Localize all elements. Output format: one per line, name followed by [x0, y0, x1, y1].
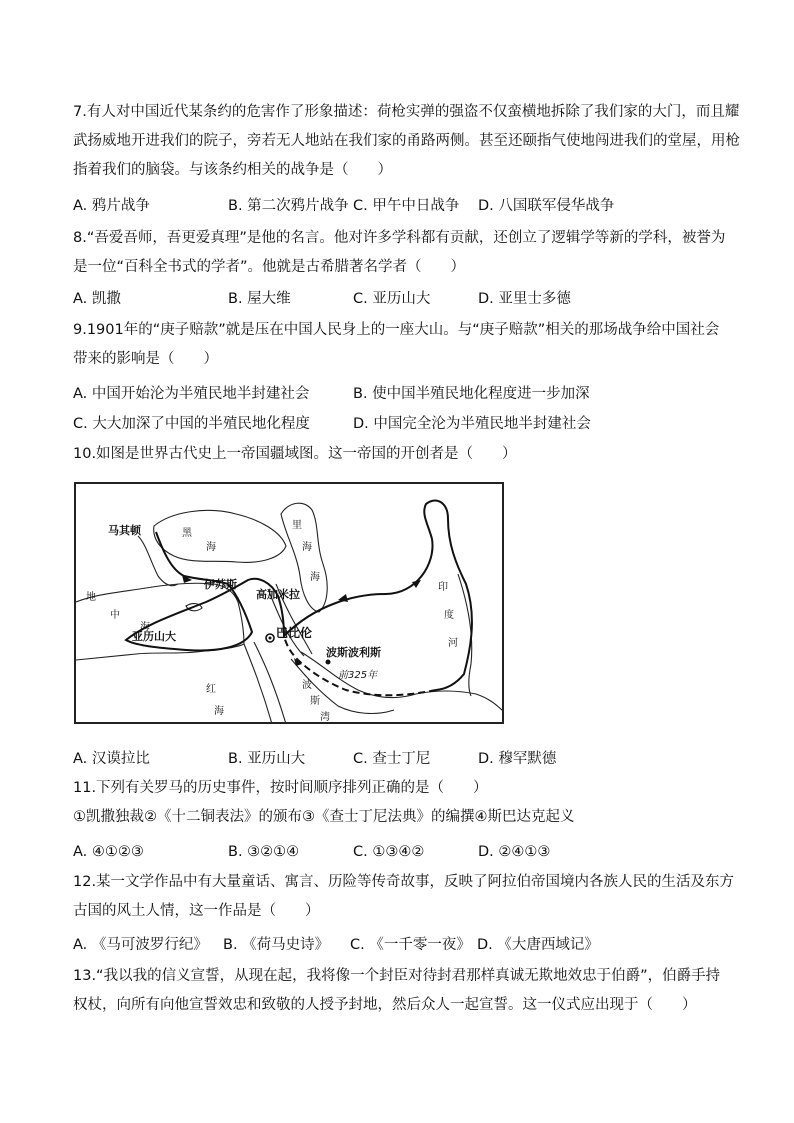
- question-7-line-1: 7.有人对中国近代某条约的危害作了形象描述：荷枪实弹的强盗不仅蛮横地拆除了我们家的大门，而且耀: [73, 104, 740, 120]
- map-label-macedonia: 马其顿: [108, 524, 141, 537]
- map-label-indus-3: 河: [448, 638, 458, 649]
- question-12-line-2: 古国的风土人情，这一作品是（ ）: [73, 903, 320, 919]
- alexander-empire-map: [74, 482, 504, 724]
- map-label-persian-gulf-2: 斯: [310, 696, 320, 707]
- map-label-caspian-2: 海: [302, 542, 312, 553]
- question-10-option-a: A. 汉谟拉比: [73, 751, 150, 767]
- map-label-persian-gulf-1: 波: [302, 680, 312, 691]
- question-8-option-a: A. 凯撒: [73, 291, 121, 307]
- question-12-option-c: C. 《一千零一夜》: [350, 937, 471, 953]
- question-7-line-2: 武扬威地开进我们的院子，旁若无人地站在我们家的甬路两侧。甚至还颐指气使地闯进我们的堂屋，用枪: [73, 133, 740, 149]
- map-label-indus-2: 度: [444, 610, 454, 621]
- map-label-alexandria: 亚历山大: [132, 630, 176, 643]
- question-9-option-c: C. 大大加深了中国的半殖民地化程度: [73, 416, 310, 432]
- question-11-option-a: A. ④①②③: [73, 844, 144, 860]
- map-label-gaugamela: 高加米拉: [256, 588, 300, 601]
- question-7-option-d: D. 八国联军侵华战争: [478, 198, 615, 214]
- question-10-option-c: C. 查士丁尼: [353, 751, 431, 767]
- map-label-med-3: 海: [140, 622, 150, 633]
- map-label-red-sea-2: 海: [214, 706, 224, 717]
- question-8-option-c: C. 亚历山大: [353, 291, 431, 307]
- arrow-3: [412, 580, 421, 588]
- question-12-option-a: A. 《马可波罗行纪》: [73, 937, 208, 953]
- question-10-line-1: 10.如图是世界古代史上一帝国疆域图。这一帝国的开创者是（ ）: [73, 446, 517, 462]
- question-11-line-1: 11.下列有关罗马的历史事件，按时间顺序排列正确的是（ ）: [73, 780, 488, 796]
- question-7-option-c: C. 甲午中日战争: [353, 198, 460, 214]
- question-12-line-1: 12.某一文学作品中有大量童话、寓言、历险等传奇故事，反映了阿拉伯帝国境内各族人民的生活及东方: [73, 874, 735, 890]
- map-label-med-2: 中: [110, 610, 120, 621]
- map-label-red-sea-1: 红: [206, 684, 216, 695]
- question-9-line-1: 9.1901年的“庚子赔款”就是压在中国人民身上的一座大山。与“庚子赔款”相关的那场战争给中国社会: [73, 322, 720, 338]
- question-12: [73, 868, 733, 926]
- map-label-persian-gulf-3: 湾: [320, 712, 330, 723]
- map-label-black-sea-2: 海: [206, 542, 216, 553]
- map-label-persepolis: 波斯波利斯: [326, 646, 381, 659]
- question-12-option-b: B. 《荷马史诗》: [223, 937, 330, 953]
- question-10: [73, 440, 733, 469]
- question-7-line-3: 指着我们的脑袋。与该条约相关的战争是（ ）: [73, 162, 392, 178]
- question-8-line-2: 是一位“百科全书式的学者”。他就是古希腊著名学者（ ）: [73, 259, 466, 275]
- black-sea-coast: [154, 510, 286, 562]
- question-11-line-2: ①凯撒独裁②《十二铜表法》的颁布③《查士丁尼法典》的编撰④斯巴达克起义: [73, 809, 575, 825]
- map-label-babylon: 巴比伦: [276, 626, 313, 640]
- question-8-option-b: B. 屋大维: [228, 291, 291, 307]
- question-7-option-a: A. 鸦片战争: [73, 198, 150, 214]
- arabian-coast: [416, 691, 504, 712]
- question-8-line-1: 8.“吾爱吾师，吾更爱真理”是他的名言。他对许多学科都有贡献，还创立了逻辑学等新的学科，被誉为: [73, 230, 726, 246]
- question-13-line-1: 13.“我以我的信义宣誓，从现在起，我将像一个封臣对待封君那样真诚无欺地效忠于伯爵”，伯爵手持: [73, 968, 721, 984]
- map-label-caspian-1: 里: [292, 520, 302, 531]
- question-10-option-d: D. 穆罕默德: [478, 751, 557, 767]
- question-8-option-d: D. 亚里士多德: [478, 291, 571, 307]
- map-label-black-sea-1: 黑: [182, 528, 192, 539]
- map-label-med-1: 地: [86, 592, 96, 603]
- red-sea-west: [244, 644, 272, 724]
- question-13: [73, 962, 733, 1020]
- map-label-issus: 伊苏斯: [204, 578, 237, 591]
- question-9-option-d: D. 中国完全沦为半殖民地半封建社会: [353, 416, 591, 432]
- question-7: [73, 98, 740, 185]
- question-11-option-b: B. ③②①④: [228, 844, 300, 860]
- map-drawing: [76, 484, 504, 724]
- question-13-line-2: 权杖，向所有向他宣誓效忠和致敬的人授予封地，然后众人一起宣誓。这一仪式应出现于（ ）: [73, 997, 697, 1013]
- question-11-option-d: D. ②④①③: [478, 844, 551, 860]
- babylon-marker-dot: [269, 637, 272, 640]
- map-label-year: 前325年: [338, 670, 378, 681]
- question-11-option-c: C. ①③④②: [353, 844, 425, 860]
- question-9-option-b: B. 使中国半殖民地化程度进一步加深: [353, 386, 590, 402]
- map-label-indus-1: 印: [438, 582, 448, 593]
- question-9-option-a: A. 中国开始沦为半殖民地半封建社会: [73, 386, 310, 402]
- question-12-option-d: D. 《大唐西域记》: [477, 937, 599, 953]
- map-label-caspian-3: 海: [310, 572, 320, 583]
- question-9-line-2: 带来的影响是（ ）: [73, 351, 218, 367]
- question-10-option-b: B. 亚历山大: [228, 751, 306, 767]
- question-7-option-b: B. 第二次鸦片战争: [228, 198, 349, 214]
- persepolis-marker: [326, 660, 331, 665]
- question-8: [73, 224, 733, 282]
- question-11: [73, 774, 733, 832]
- question-9: [73, 316, 733, 374]
